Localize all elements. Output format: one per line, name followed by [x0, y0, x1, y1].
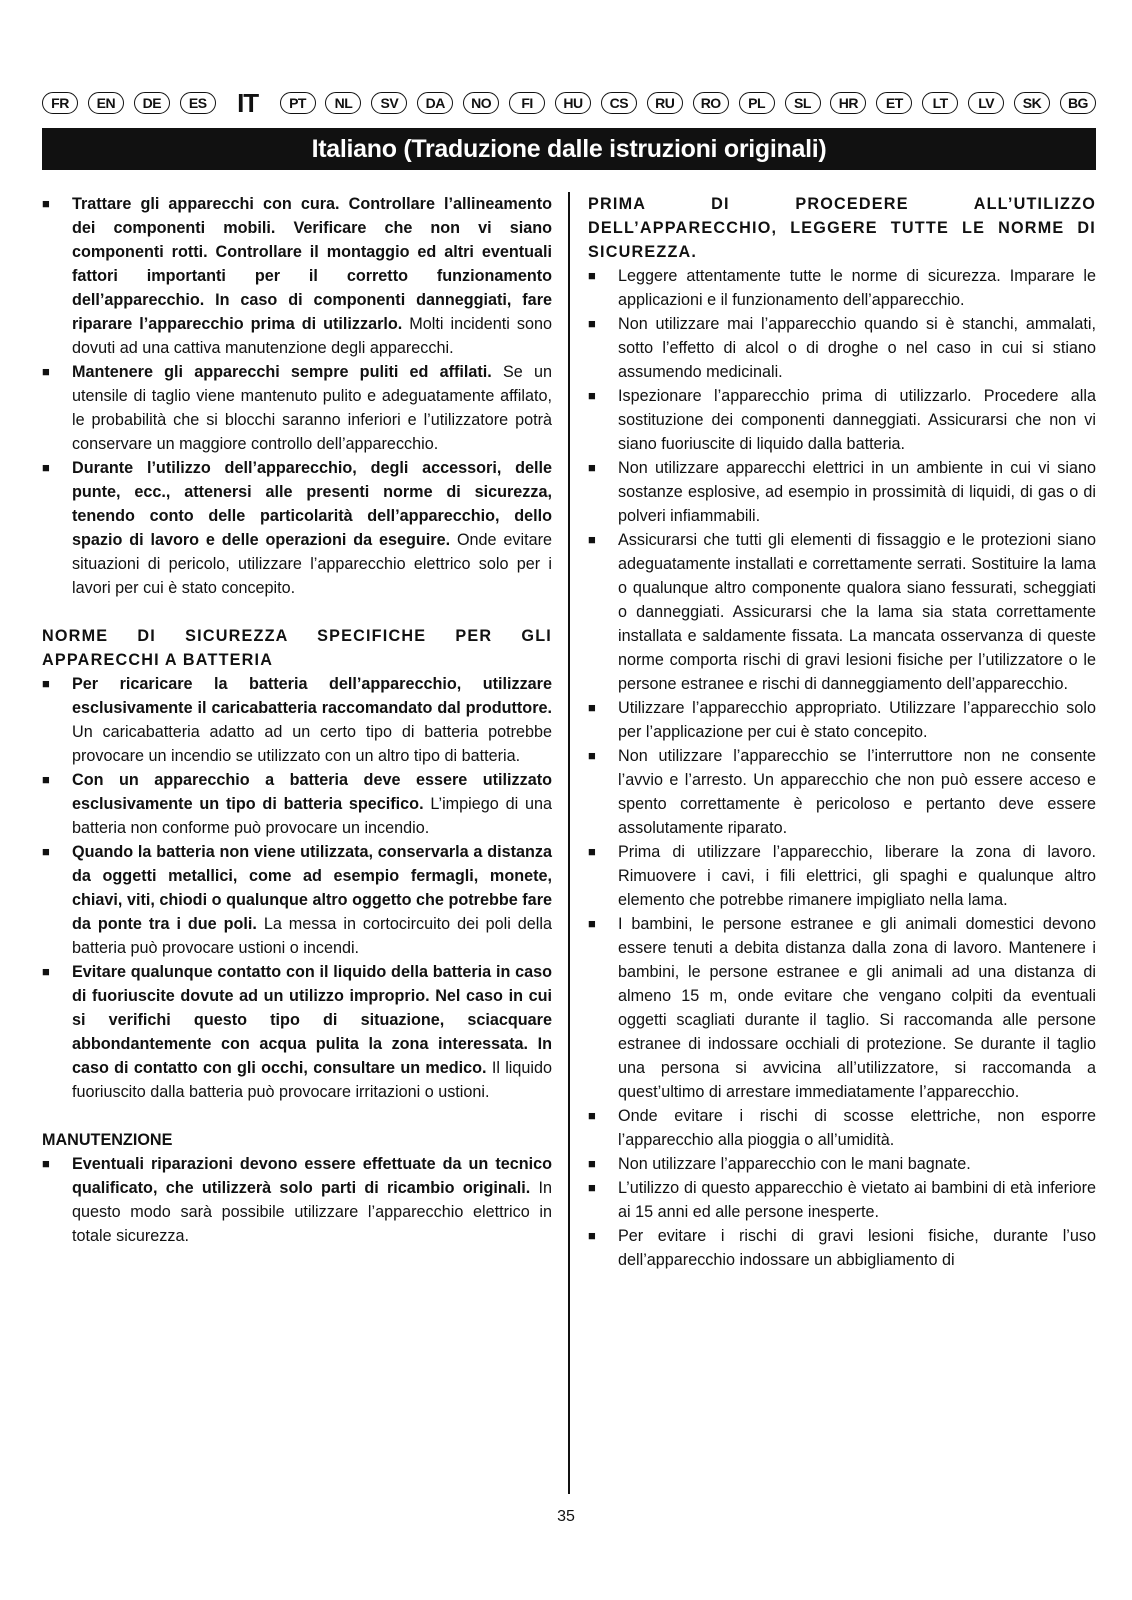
bullet-square-icon: ■: [588, 388, 596, 403]
page-number: 35: [557, 1508, 575, 1525]
left-column: [42, 192, 552, 1248]
bullet-square-icon: ■: [42, 772, 50, 787]
list-item-bold-text: Evitare qualunque contatto con il liquido della batteria in caso di fuoriuscite dovute ad un utilizzo improprio. Nel caso in cui si verifichi questo tipo di situazione, sciacquare abbondantemente con acqua pulita la zona interessata. In caso di contatto con gli occhi, consultare un medico.: [72, 963, 552, 1077]
list-item-text: [72, 360, 552, 456]
list-item-regular-text: In questo modo sarà possibile utilizzare l’apparecchio elettrico in totale sicurezza.: [72, 1179, 552, 1245]
language-sl[interactable]: SL: [785, 92, 821, 114]
general-safety-list: [42, 192, 552, 600]
list-item-text: Per evitare i rischi di gravi lesioni fisiche, durante l’uso dell’apparecchio indossare un abbigliamento di: [618, 1227, 1096, 1269]
list-item: [588, 1104, 1096, 1152]
language-pt[interactable]: PT: [280, 92, 316, 114]
list-item-bold-text: Eventuali riparazioni devono essere effettuate da un tecnico qualificato, che utilizzerà solo parti di ricambio originali.: [72, 1155, 552, 1197]
list-item: [588, 456, 1096, 528]
list-item-text: [72, 456, 552, 600]
language-hr[interactable]: HR: [830, 92, 866, 114]
list-item: [588, 840, 1096, 912]
language-bg[interactable]: BG: [1060, 92, 1096, 114]
language-et[interactable]: ET: [876, 92, 912, 114]
list-item: [588, 912, 1096, 1104]
language-da[interactable]: DA: [417, 92, 453, 114]
bullet-square-icon: ■: [42, 676, 50, 691]
list-item: [42, 960, 552, 1104]
list-item: [588, 528, 1096, 696]
right-column: [588, 192, 1096, 1272]
language-de[interactable]: DE: [134, 92, 170, 114]
list-item-bold-text: Durante l’utilizzo dell’apparecchio, degli accessori, delle punte, ecc., attenersi alle presenti norme di sicurezza, tenendo conto delle particolarità dell’apparecchio, dello spazio di lavoro e delle operazioni da eseguire.: [72, 459, 552, 549]
bullet-square-icon: ■: [588, 460, 596, 475]
page-title: Italiano (Traduzione dalle istruzioni originali): [42, 128, 1096, 170]
list-item-regular-text: Il liquido fuoriuscito dalla batteria può provocare irritazioni o ustioni.: [72, 1059, 553, 1101]
list-item-text: [72, 672, 552, 768]
list-item-text: Non utilizzare l’apparecchio con le mani bagnate.: [618, 1155, 971, 1173]
list-item: [42, 672, 552, 768]
list-item-bold-text: Trattare gli apparecchi con cura. Controllare l’allineamento dei componenti mobili. Verificare che non vi siano componenti rotti. Controllare il montaggio ed altri eventuali fattori importanti per il corretto funzionamento dell’apparecchio. In caso di componenti danneggiati, fare riparare l’apparecchio prima di utilizzarlo.: [72, 195, 552, 333]
list-item-text: Onde evitare i rischi di scosse elettriche, non esporre l’apparecchio alla pioggia o all’umidità.: [618, 1107, 1096, 1149]
list-item-text: Assicurarsi che tutti gli elementi di fissaggio e le protezioni siano adeguatamente installati e correttamente serrati. Sostituire la lama o qualunque altro componente qualora siano fessurati, scheggiati o danneggiati. Assicurarsi che la lama sia stata correttamente installata e saldamente fissata. La mancata osservanza di queste norme comporta rischi di gravi lesioni fisiche per l’utilizzatore o le persone estranee e rischi di danneggiamento dell’apparecchio.: [618, 531, 1096, 693]
language-lt[interactable]: LT: [922, 92, 958, 114]
language-ro[interactable]: RO: [693, 92, 729, 114]
bullet-square-icon: ■: [588, 1228, 596, 1243]
language-lv[interactable]: LV: [968, 92, 1004, 114]
pre-use-heading: PRIMA DI PROCEDERE ALL’UTILIZZO DELL’APPARECCHIO, LEGGERE TUTTE LE NORME DI SICUREZZA.: [588, 195, 1096, 261]
language-fr[interactable]: FR: [42, 92, 78, 114]
list-item-text: [72, 960, 552, 1104]
bullet-square-icon: ■: [42, 196, 50, 211]
section-gap: [42, 1104, 552, 1128]
list-item-bold-text: Mantenere gli apparecchi sempre puliti ed affilati.: [72, 363, 492, 381]
language-it-active[interactable]: IT: [237, 87, 259, 118]
language-es[interactable]: ES: [180, 92, 216, 114]
list-item: [588, 744, 1096, 840]
language-cs[interactable]: CS: [601, 92, 637, 114]
language-hu[interactable]: HU: [555, 92, 591, 114]
bullet-square-icon: ■: [588, 268, 596, 283]
list-item-text: Non utilizzare l’apparecchio se l’interruttore non ne consente l’avvio e l’arresto. Un apparecchio che non può essere acceso e spento correttamente è pericoloso e pertanto deve essere assolutamente riparato.: [618, 747, 1096, 837]
pre-use-safety-list: [588, 264, 1096, 1272]
list-item-text: Ispezionare l’apparecchio prima di utilizzarlo. Procedere alla sostituzione dei componenti danneggiati. Assicurarsi che non vi siano fuoriuscite di liquido dalla batteria.: [618, 387, 1096, 453]
list-item-text: [72, 768, 552, 840]
bullet-square-icon: ■: [588, 316, 596, 331]
language-selector: [42, 87, 1096, 118]
list-item-text: [72, 192, 552, 360]
list-item-regular-text: Molti incidenti sono dovuti ad una cattiva manutenzione degli apparecchi.: [72, 315, 552, 357]
maintenance-list: [42, 1152, 552, 1248]
list-item: [42, 1152, 552, 1248]
list-item-regular-text: Un caricabatteria adatto ad un certo tipo di batteria potrebbe provocare un incendio se utilizzato con un altro tipo di batteria.: [72, 723, 552, 765]
list-item: [588, 312, 1096, 384]
list-item-text: Non utilizzare mai l’apparecchio quando si è stanchi, ammalati, sotto l’effetto di alcol o di droghe o nel caso in cui si stiano assumendo medicinali.: [618, 315, 1096, 381]
bullet-square-icon: ■: [588, 844, 596, 859]
list-item: [42, 840, 552, 960]
list-item: [42, 456, 552, 600]
language-no[interactable]: NO: [463, 92, 499, 114]
column-divider: [568, 192, 570, 1494]
maintenance-heading: MANUTENZIONE: [42, 1131, 173, 1149]
language-fi[interactable]: FI: [509, 92, 545, 114]
list-item-regular-text: L’impiego di una batteria non conforme può provocare un incendio.: [72, 795, 552, 837]
list-item-bold-text: Per ricaricare la batteria dell’apparecchio, utilizzare esclusivamente il caricabatteria raccomandato dal produttore.: [72, 675, 552, 717]
list-item: [588, 696, 1096, 744]
bullet-square-icon: ■: [42, 364, 50, 379]
language-pl[interactable]: PL: [739, 92, 775, 114]
list-item-text: [72, 1152, 552, 1248]
list-item-text: Prima di utilizzare l’apparecchio, liberare la zona di lavoro. Rimuovere i cavi, i fili elettrici, gli spaghi e qualunque altro elemento che potrebbe rimanere impigliato nella lama.: [618, 843, 1096, 909]
list-item: [588, 264, 1096, 312]
bullet-square-icon: ■: [42, 844, 50, 859]
list-item-text: Utilizzare l’apparecchio appropriato. Utilizzare l’apparecchio solo per l’applicazione per cui è stato concepito.: [618, 699, 1096, 741]
language-en[interactable]: EN: [88, 92, 124, 114]
language-nl[interactable]: NL: [325, 92, 361, 114]
list-item-regular-text: Onde evitare situazioni di pericolo, utilizzare l’apparecchio elettrico solo per i lavori per cui è stato concepito.: [72, 531, 552, 597]
list-item-text: I bambini, le persone estranee e gli animali domestici devono essere tenuti a debita distanza dalla zona di lavoro. Mantenere i bambini, le persone estranee e gli animali ad una distanza di almeno 15 m, onde evitare che vengano colpiti da eventuali oggetti scagliati durante il taglio. Si raccomanda alle persone estranee di indossare occhiali di protezione. Se durante il taglio una persona si avvicina all’utilizzatore, si raccomanda a quest’ultimo di arrestare immediatamente l’apparecchio.: [618, 915, 1096, 1101]
list-item-text: L’utilizzo di questo apparecchio è vietato ai bambini di età inferiore ai 15 anni ed alle persone inesperte.: [618, 1179, 1096, 1221]
bullet-square-icon: ■: [42, 1156, 50, 1171]
bullet-square-icon: ■: [588, 1156, 596, 1171]
list-item-regular-text: La messa in cortocircuito dei poli della batteria può provocare ustioni o incendi.: [72, 915, 552, 957]
section-gap: [42, 600, 552, 624]
list-item-regular-text: Se un utensile di taglio viene mantenuto pulito e adeguatamente affilato, le probabilità che si blocchi saranno inferiori e l’utilizzatore potrà conservare un maggiore controllo dell’apparecchio.: [72, 363, 552, 453]
language-sv[interactable]: SV: [371, 92, 407, 114]
list-item: [588, 1224, 1096, 1272]
bullet-square-icon: ■: [42, 460, 50, 475]
bullet-square-icon: ■: [588, 748, 596, 763]
battery-safety-list: [42, 672, 552, 1104]
list-item: [588, 384, 1096, 456]
list-item-text: Non utilizzare apparecchi elettrici in un ambiente in cui vi siano sostanze esplosive, ad esempio in prossimità di liquidi, di gas o di polveri infiammabili.: [618, 459, 1096, 525]
bullet-square-icon: ■: [42, 964, 50, 979]
bullet-square-icon: ■: [588, 1180, 596, 1195]
bullet-square-icon: ■: [588, 532, 596, 547]
list-item: [42, 768, 552, 840]
list-item-text: Leggere attentamente tutte le norme di sicurezza. Imparare le applicazioni e il funzionamento dell’apparecchio.: [618, 267, 1096, 309]
list-item-bold-text: Con un apparecchio a batteria deve essere utilizzato esclusivamente un tipo di batteria specifico.: [72, 771, 552, 813]
list-item: [588, 1152, 1096, 1176]
list-item: [588, 1176, 1096, 1224]
list-item-text: [72, 840, 552, 960]
language-ru[interactable]: RU: [647, 92, 683, 114]
bullet-square-icon: ■: [588, 700, 596, 715]
bullet-square-icon: ■: [588, 916, 596, 931]
list-item: [42, 192, 552, 360]
list-item-bold-text: Quando la batteria non viene utilizzata, conservarla a distanza da oggetti metallici, come ad esempio fermagli, monete, chiavi, viti, chiodi o qualunque altro oggetto che potrebbe fare da ponte tra i due poli.: [72, 843, 552, 933]
list-item: [42, 360, 552, 456]
bullet-square-icon: ■: [588, 1108, 596, 1123]
battery-safety-heading: NORME DI SICUREZZA SPECIFICHE PER GLI APPARECCHI A BATTERIA: [42, 627, 552, 669]
language-sk[interactable]: SK: [1014, 92, 1050, 114]
